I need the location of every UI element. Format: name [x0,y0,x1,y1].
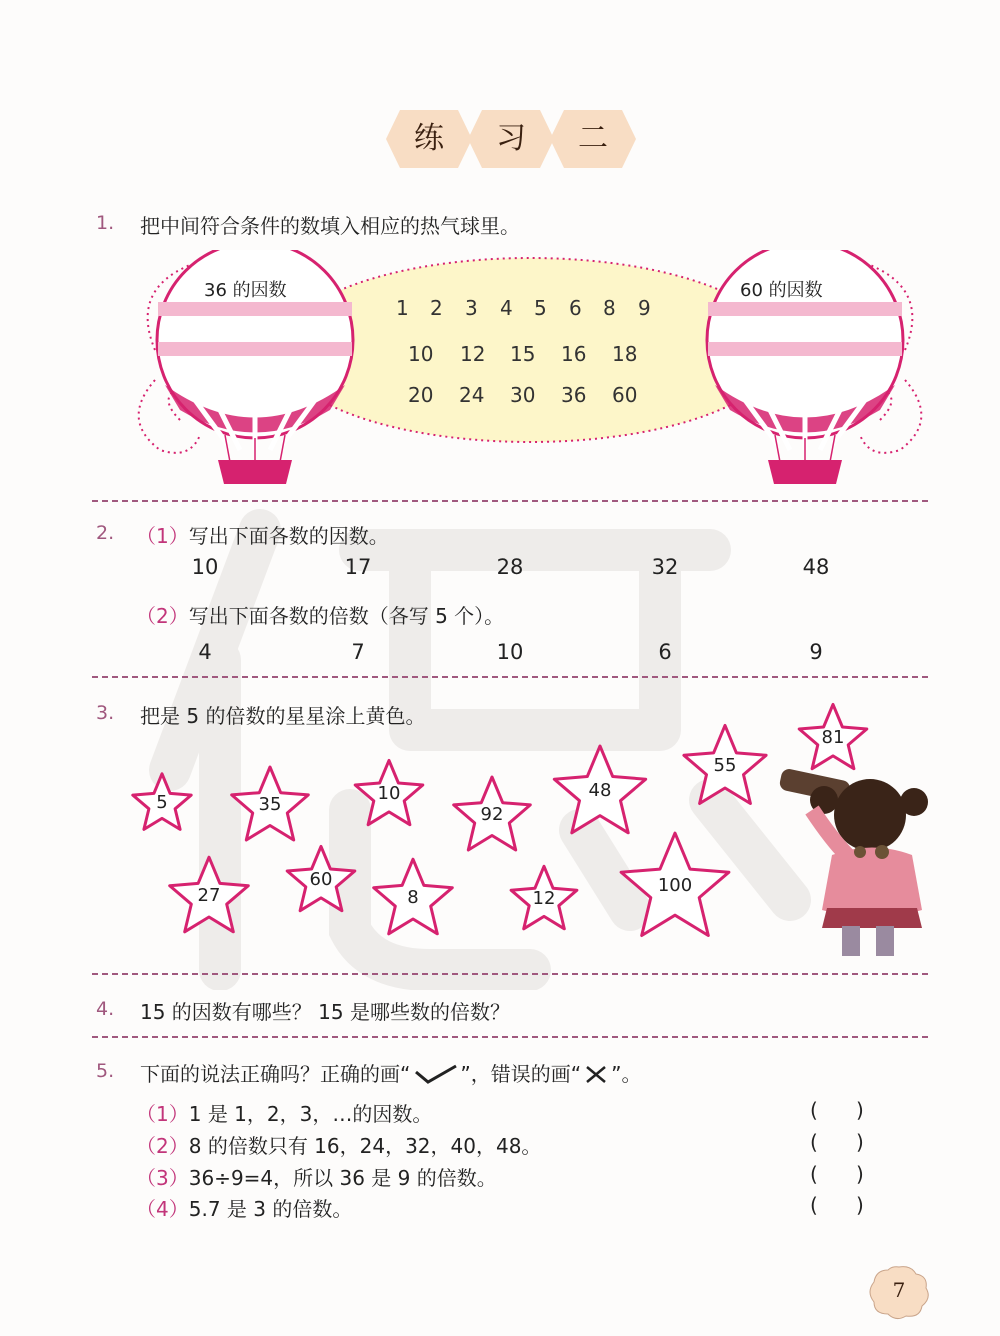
q5-item-4 [136,1193,352,1222]
star-number: 48 [588,780,612,801]
q5-item-text: 5.7 是 3 的倍数。 [188,1197,353,1221]
pool-number: 18 [612,342,638,366]
q5-item-index: （4） [136,1197,189,1221]
star-number: 81 [821,727,845,748]
q2-part1-text: 写出下面各数的因数。 [188,524,389,548]
divider [92,500,928,502]
answer-blank[interactable]: ( ) [810,1130,864,1154]
q2-part2-index: （2） [136,604,189,628]
q2-part2 [136,600,504,629]
star-number: 12 [532,888,556,909]
q5-number: 5. [96,1060,115,1082]
right-balloon-label: 60 的因数 [740,280,823,301]
multiple-number: 7 [351,640,365,664]
pool-number: 36 [561,383,587,407]
q5-text-c: ”。 [611,1062,642,1086]
q5-text-a: 下面的说法正确吗？正确的画“ [140,1062,411,1086]
q5-item-index: （3） [136,1166,189,1190]
left-balloon-label: 36 的因数 [204,280,287,301]
star[interactable] [450,772,534,856]
title-char-3: 二 [578,121,608,156]
q5-text [140,1058,641,1087]
star[interactable] [508,862,580,934]
divider [92,973,928,975]
pool-number: 1 [396,296,409,320]
pool-number: 6 [569,296,582,320]
girl-with-telescope [772,760,932,960]
multiple-number: 6 [658,640,672,664]
star-number: 8 [407,887,419,908]
factor-number: 48 [802,555,830,579]
pool-number: 3 [465,296,478,320]
star[interactable] [228,762,312,846]
star[interactable] [352,756,426,830]
pool-number: 8 [603,296,616,320]
star-number: 5 [156,792,168,813]
q5-item-3 [136,1162,497,1191]
answer-blank[interactable]: ( ) [810,1162,864,1186]
pool-number: 12 [460,342,486,366]
pool-number: 60 [612,383,638,407]
q2-number: 2. [96,522,115,544]
star[interactable] [130,770,194,834]
pool-number: 20 [408,383,434,407]
star[interactable] [284,842,358,916]
pool-number: 10 [408,342,434,366]
star-number: 100 [657,875,693,896]
pool-number: 16 [561,342,587,366]
factor-number: 17 [344,555,372,579]
pool-number: 30 [510,383,536,407]
divider [92,1036,928,1038]
q1-number: 1. [96,212,115,234]
star[interactable] [550,740,650,840]
factor-number: 10 [191,555,219,579]
q5-item-1 [136,1098,432,1127]
title-hex-3 [548,108,638,170]
answer-blank[interactable]: ( ) [810,1098,864,1122]
multiple-number: 9 [809,640,823,664]
check-mark-icon [410,1064,460,1084]
answer-blank[interactable]: ( ) [810,1193,864,1217]
q2-part2-text: 写出下面各数的倍数（各写 5 个）。 [188,604,505,628]
q1-text: 把中间符合条件的数填入相应的热气球里。 [140,214,520,238]
q5-item-text: 36÷9=4，所以 36 是 9 的倍数。 [188,1166,497,1190]
q4-number: 4. [96,998,115,1020]
q3-number: 3. [96,702,115,724]
q5-item-text: 1 是 1，2，3，…的因数。 [188,1102,433,1126]
star[interactable] [166,852,252,938]
multiple-number: 10 [496,640,524,664]
q5-item-text: 8 的倍数只有 16，24，32，40，48。 [188,1134,542,1158]
title-hex-2 [466,108,556,170]
pool-number: 24 [459,383,485,407]
pool-number: 9 [638,296,651,320]
title-char-1: 练 [414,121,444,156]
star-number: 60 [309,869,333,890]
star-number: 35 [258,794,282,815]
star-number: 55 [713,755,737,776]
multiple-number: 4 [198,640,212,664]
pool-number: 2 [430,296,443,320]
divider [92,676,928,678]
q5-item-index: （2） [136,1134,189,1158]
factor-number: 28 [496,555,524,579]
q5-item-2 [136,1130,541,1159]
star[interactable] [370,854,456,940]
star-number: 27 [197,885,221,906]
star[interactable] [616,826,734,944]
q3-text: 把是 5 的倍数的星星涂上黄色。 [140,704,426,728]
star-number: 10 [377,783,401,804]
q5-text-b: ”，错误的画“ [460,1062,582,1086]
cross-mark-icon [581,1064,611,1084]
star-number: 92 [480,804,504,825]
pool-number: 4 [500,296,513,320]
factor-number: 32 [651,555,679,579]
star[interactable] [680,720,770,810]
title-char-2: 习 [496,121,526,156]
q2-part1-index: （1） [136,524,189,548]
q5-item-index: （1） [136,1102,189,1126]
q4-text: 15 的因数有哪些？ 15 是哪些数的倍数？ [140,1000,510,1024]
q2-part1 [136,520,389,549]
pool-number: 15 [510,342,536,366]
title-hex-1 [384,108,474,170]
page-number: 7 [892,1278,906,1302]
pool-number: 5 [534,296,547,320]
